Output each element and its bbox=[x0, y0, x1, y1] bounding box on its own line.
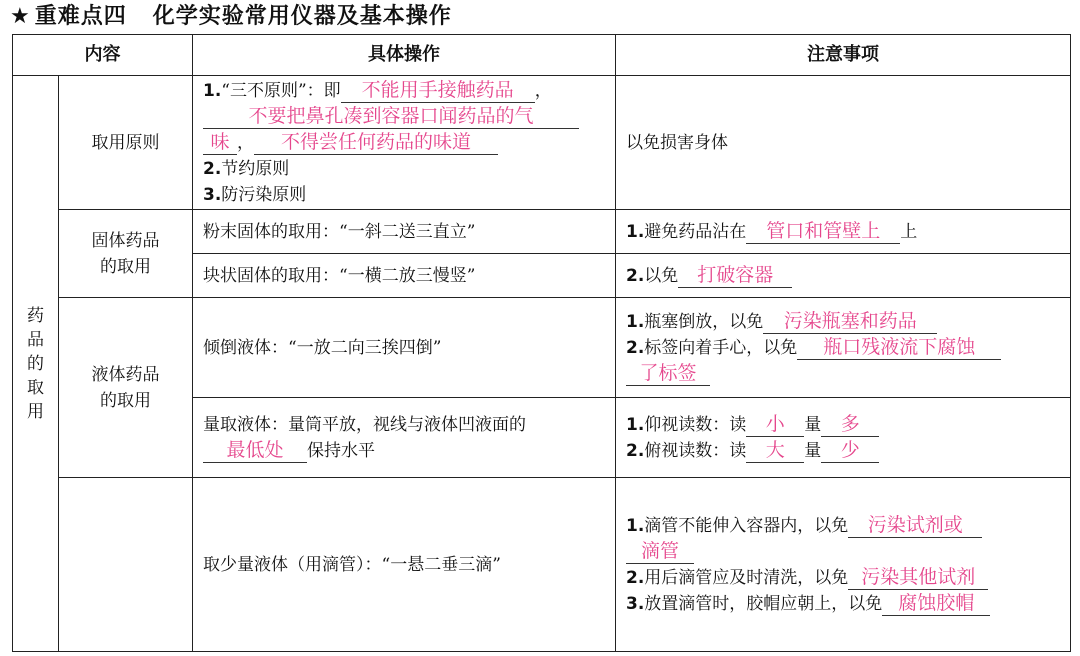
header-notes: 注意事项 bbox=[616, 35, 1071, 76]
answer-blank: 不要把鼻孔凑到容器口闻药品的气 bbox=[203, 104, 579, 129]
answer-blank: 不得尝任何药品的味道 bbox=[254, 130, 498, 155]
category-solid: 固体药品 的取用 bbox=[59, 210, 193, 298]
dropper-operation: 取少量液体（用滴管）：“一悬二垂三滴” bbox=[193, 478, 616, 652]
answer-blank: 小 bbox=[746, 412, 804, 437]
header-row bbox=[13, 35, 1071, 76]
answer-blank: 瓶口残液流下腐蚀 bbox=[797, 335, 1001, 360]
table-row bbox=[13, 478, 1071, 652]
answer-blank: 管口和管壁上 bbox=[746, 219, 900, 244]
header-operation: 具体操作 bbox=[193, 35, 616, 76]
star-icon: ★ bbox=[10, 4, 31, 29]
page-title bbox=[10, 2, 452, 32]
title-text: 化学实验常用仪器及基本操作 bbox=[152, 4, 452, 29]
answer-blank: 了标签 bbox=[626, 361, 710, 386]
answer-blank: 不能用手接触药品 bbox=[341, 78, 535, 103]
category-principle: 取用原则 bbox=[59, 76, 193, 210]
answer-blank: 多 bbox=[821, 412, 879, 437]
dropper-notes: 1.滴管不能伸入容器内，以免 污染试剂或 滴管 2.用后滴管应及时清洗，以免 污染其他试剂 3.放置滴管时，胶帽应朝上，以免 腐蚀胶帽 bbox=[616, 478, 1071, 652]
title-label: 重难点四 bbox=[34, 4, 127, 29]
answer-blank: 污染试剂或 bbox=[848, 513, 982, 538]
main-category: 药品的取用 bbox=[27, 305, 44, 422]
answer-blank: 打破容器 bbox=[678, 263, 792, 288]
answer-blank: 最低处 bbox=[203, 438, 307, 463]
liquid-measure-operation: 量取液体：量筒平放，视线与液体凹液面的 最低处 保持水平 bbox=[193, 398, 616, 478]
solid-note-2: 2.以免 打破容器 bbox=[616, 254, 1071, 298]
answer-blank: 腐蚀胶帽 bbox=[882, 591, 990, 616]
operations-table bbox=[12, 34, 1071, 652]
table-row bbox=[13, 210, 1071, 254]
solid-note-1: 1.避免药品沾在 管口和管壁上 上 bbox=[616, 210, 1071, 254]
header-content: 内容 bbox=[13, 35, 193, 76]
category-dropper bbox=[59, 478, 193, 652]
solid-block-operation: 块状固体的取用：“一横二放三慢竖” bbox=[193, 254, 616, 298]
answer-blank: 大 bbox=[746, 438, 804, 463]
liquid-pour-notes: 1.瓶塞倒放，以免 污染瓶塞和药品 2.标签向着手心，以免 瓶口残液流下腐蚀 了标签 bbox=[616, 298, 1071, 398]
table-row bbox=[13, 298, 1071, 398]
principle-operation: 1.“三不原则”：即 不能用手接触药品 ， 不要把鼻孔凑到容器口闻药品的气 味 ， 不得尝任何药品的味道 2.节约原则 3.防污染原则 bbox=[193, 76, 616, 210]
liquid-pour-operation: 倾倒液体：“一放二向三挨四倒” bbox=[193, 298, 616, 398]
answer-blank: 味 bbox=[203, 130, 237, 155]
liquid-measure-notes: 1.仰视读数：读 小 量 多 2.俯视读数：读 大 量 少 bbox=[616, 398, 1071, 478]
answer-blank: 污染其他试剂 bbox=[848, 565, 988, 590]
table-row bbox=[13, 76, 1071, 210]
answer-blank: 少 bbox=[821, 438, 879, 463]
answer-blank: 污染瓶塞和药品 bbox=[763, 309, 937, 334]
category-liquid: 液体药品 的取用 bbox=[59, 298, 193, 478]
solid-powder-operation: 粉末固体的取用：“一斜二送三直立” bbox=[193, 210, 616, 254]
main-category-cell bbox=[13, 76, 59, 652]
answer-blank: 滴管 bbox=[626, 539, 694, 564]
principle-note: 以免损害身体 bbox=[616, 76, 1071, 210]
